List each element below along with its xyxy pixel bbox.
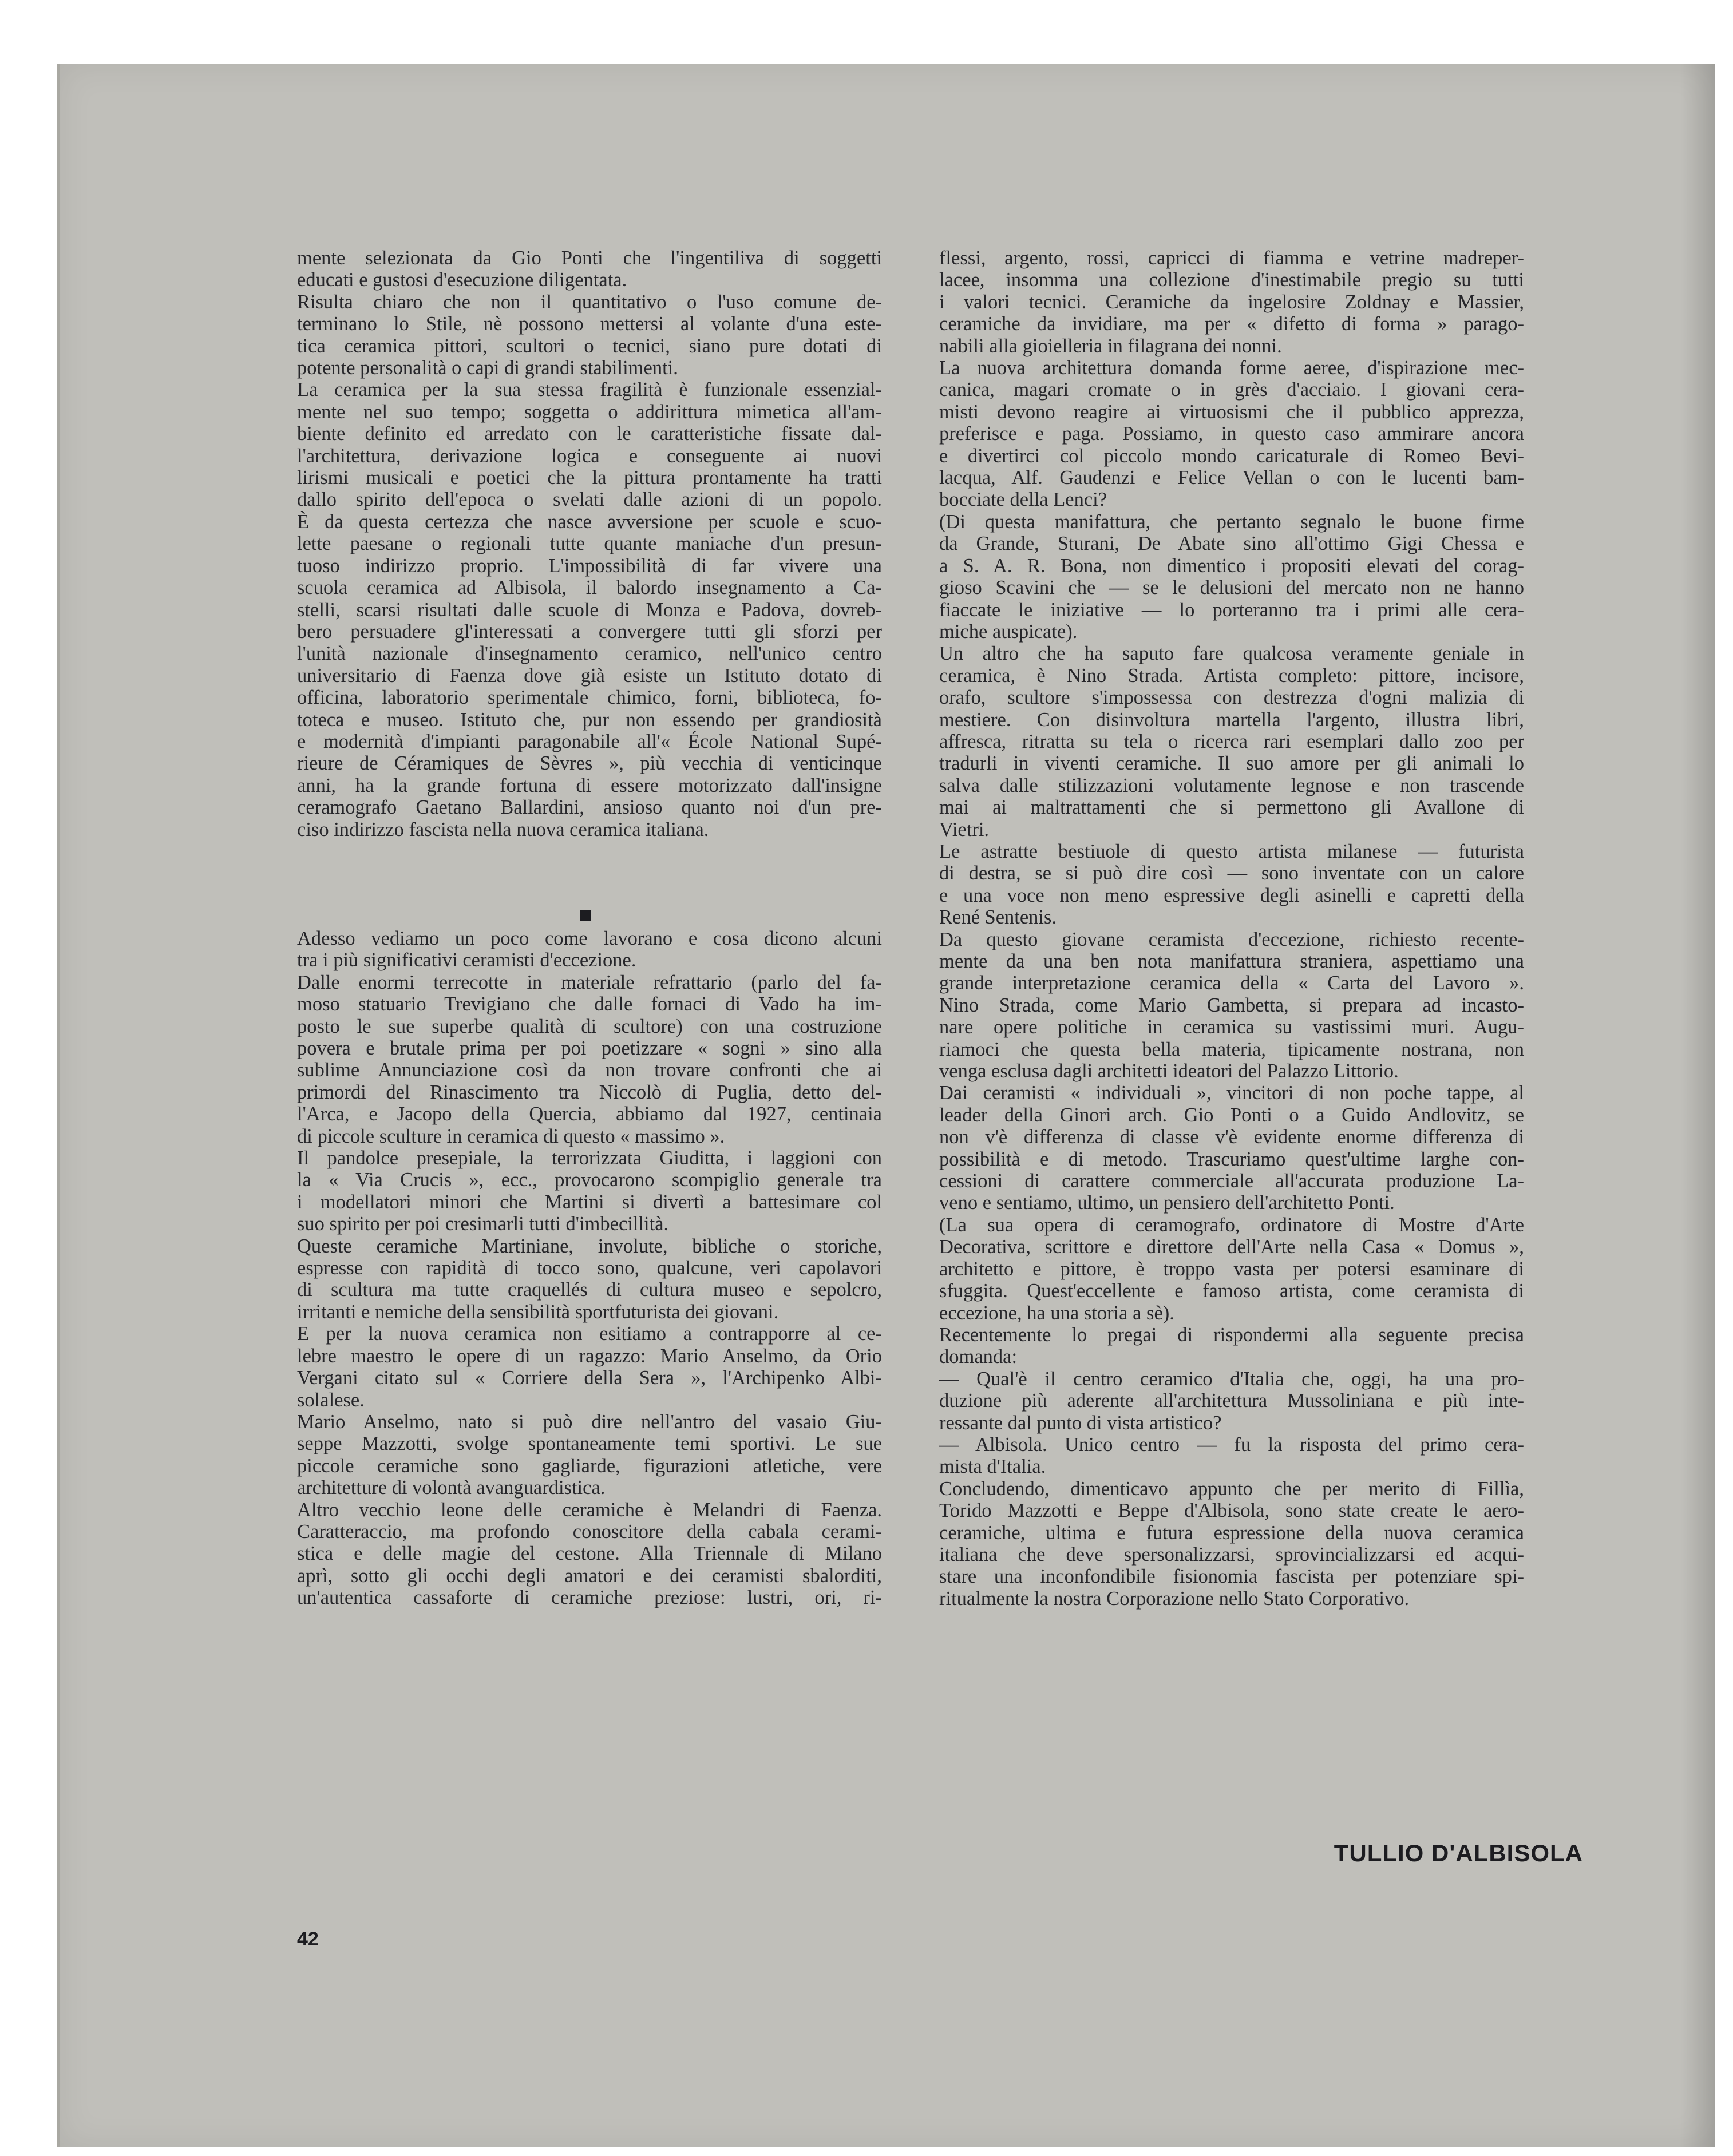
text-line: sublime Annunciazione così da non trovare confronti che ai — [297, 1059, 882, 1081]
text-line: cessioni di carattere commerciale all'accurata produzione La- — [939, 1170, 1524, 1192]
text-line: riamoci che questa bella materia, tipicamente nostrana, non — [939, 1038, 1524, 1060]
text-line: eccezione, ha una storia a sè). — [939, 1302, 1174, 1324]
text-line: venga esclusa dagli architetti ideatori del Palazzo Littorio. — [939, 1060, 1399, 1083]
paragraph — [939, 1082, 1524, 1214]
text-line: a S. A. R. Bona, non dimentico i propositi elevati del corag- — [939, 554, 1524, 577]
text-line: tradurli in viventi ceramiche. Il suo amore per gli animali lo — [939, 752, 1524, 775]
text-line: Concludendo, dimenticavo appunto che per merito di Fillìa, — [939, 1477, 1524, 1500]
text-line: duzione più aderente all'architettura Mussoliniana e più inte- — [939, 1390, 1524, 1412]
paragraph — [939, 357, 1524, 511]
paragraph — [939, 643, 1524, 841]
text-line: Risulta chiaro che non il quantitativo o l'uso comune de- — [297, 291, 882, 313]
text-line: mai ai maltrattamenti che si permettono gli Avallone di — [939, 796, 1524, 819]
text-line: architetture di volontà avanguardistica. — [297, 1477, 606, 1499]
paragraph — [297, 1323, 882, 1411]
paragraph — [939, 1324, 1524, 1368]
paragraph — [297, 1147, 882, 1235]
text-line: moso statuario Trevigiano che dalle fornaci di Vado ha im- — [297, 993, 882, 1016]
paragraph — [939, 929, 1524, 1083]
text-line: tra i più significativi ceramisti d'eccezione. — [297, 949, 636, 972]
paragraph — [939, 511, 1524, 643]
text-line: lette paesane o regionali tutte quante maniache d'un presun- — [297, 533, 882, 555]
text-line: officina, laboratorio sperimentale chimico, forni, biblioteca, fo- — [297, 687, 882, 709]
text-line: posto le sue superbe qualità di scultore) con una costruzione — [297, 1015, 882, 1037]
text-line: ceramiche, ultima e futura espressione della nuova ceramica — [939, 1521, 1524, 1544]
text-line: anni, ha la grande fortuna di essere motorizzato dall'insigne — [297, 774, 882, 796]
text-line: miche auspicate). — [939, 620, 1078, 643]
text-line: possibilità e di metodo. Trascuriamo quest'ultime larghe con- — [939, 1148, 1524, 1170]
text-line: fiaccate le iniziative — lo porteranno tra i primi alle cera- — [939, 599, 1524, 621]
text-line: l'unità nazionale d'insegnamento ceramico, nell'unico centro — [297, 643, 882, 665]
text-line: bero persuadere gl'interessati a convergere tutti gli sforzi per — [297, 620, 882, 643]
text-line: La ceramica per la sua stessa fragilità è funzionale essenzial- — [297, 379, 882, 401]
text-line: dallo spirito dell'epoca o svelati dalle azioni di un popolo. — [297, 489, 882, 511]
text-line: lebre maestro le opere di un ragazzo: Mario Anselmo, da Orio — [297, 1345, 882, 1367]
text-line: non v'è differenza di classe v'è evidente enorme differenza di — [939, 1126, 1524, 1148]
text-line: — Qual'è il centro ceramico d'Italia che, oggi, ha una pro- — [939, 1368, 1524, 1390]
text-line: Altro vecchio leone delle ceramiche è Melandri di Faenza. — [297, 1499, 882, 1521]
text-line: Vietri. — [939, 818, 990, 841]
text-line: l'architettura, derivazione logica e conseguente ai nuovi — [297, 445, 882, 467]
text-line: mente selezionata da Gio Ponti che l'ingentiliva di soggetti — [297, 247, 882, 269]
paragraph — [939, 841, 1524, 929]
text-line: di piccole sculture in ceramica di questo « massimo ». — [297, 1125, 725, 1147]
text-line: Le astratte bestiuole di questo artista milanese — futurista — [939, 840, 1524, 862]
text-line: i modellatori minori che Martini si divertì a battesimare col — [297, 1191, 882, 1213]
text-line: — Albisola. Unico centro — fu la risposta del primo cera- — [939, 1433, 1524, 1456]
text-line: La nuova architettura domanda forme aeree, d'ispirazione mec- — [939, 357, 1524, 379]
text-line: ceramografo Gaetano Ballardini, ansioso quanto noi d'un pre- — [297, 796, 882, 819]
text-line: educati e gustosi d'esecuzione diligentata. — [297, 269, 627, 291]
paragraph — [297, 1499, 882, 1609]
magazine-page — [57, 64, 1715, 2147]
paragraph — [297, 247, 882, 291]
text-line: i valori tecnici. Ceramiche da ingelosire Zoldnay e Massier, — [939, 291, 1524, 313]
text-line: aprì, sotto gli occhi degli amatori e dei ceramisti sbalorditi, — [297, 1564, 882, 1587]
text-line: primordi del Rinascimento tra Niccolò di Puglia, detto del- — [297, 1081, 882, 1103]
text-line: tica ceramica pittori, scultori o tecnici, siano pure dotati di — [297, 335, 882, 357]
text-line: italiana che deve spersonalizzarsi, sprovincializzarsi ed acqui- — [939, 1543, 1524, 1566]
paragraph — [297, 972, 882, 1147]
text-line: gioso Scavini che — se le delusioni del mercato non ne hanno — [939, 577, 1524, 599]
text-line: stare una inconfondibile fisionomia fascista per potenziare spi- — [939, 1566, 1524, 1588]
text-line: e una voce non meno espressive degli asinelli e capretti della — [939, 884, 1524, 906]
paragraph — [297, 928, 882, 972]
text-line: ceramiche da invidiare, ma per « difetto di forma » parago- — [939, 313, 1524, 335]
text-line: ceramica, è Nino Strada. Artista completo: pittore, incisore, — [939, 664, 1524, 687]
text-line: sfuggita. Quest'eccellente e famoso artista, come ceramista di — [939, 1280, 1524, 1302]
text-line: Nino Strada, come Mario Gambetta, si prepara ad incasto- — [939, 994, 1524, 1016]
text-line: veno e sentiamo, ultimo, un pensiero dell'architetto Ponti. — [939, 1192, 1395, 1214]
text-line: da Grande, Sturani, De Abate sino all'ottimo Gigi Chessa e — [939, 533, 1524, 555]
page-number: 42 — [297, 1928, 319, 1950]
text-line: potente personalità o capi di grandi stabilimenti. — [297, 357, 678, 379]
text-line: e modernità d'impianti paragonabile all'« École National Supé- — [297, 730, 882, 752]
text-line: scuola ceramica ad Albisola, il balordo insegnamento a Ca- — [297, 577, 882, 599]
text-line: solalese. — [297, 1389, 365, 1411]
text-line: lacqua, Alf. Gaudenzi e Felice Vellan o con le lucenti bam- — [939, 467, 1524, 489]
text-line: preferisce e paga. Possiamo, in questo caso ammirare ancora — [939, 423, 1524, 445]
paragraph — [939, 1434, 1524, 1478]
text-line: Un altro che ha saputo fare qualcosa veramente geniale in — [939, 643, 1524, 665]
text-line: seppe Mazzotti, svolge spontaneamente temi sportivi. Le sue — [297, 1433, 882, 1455]
paragraph — [297, 1235, 882, 1323]
text-line: l'Arca, e Jacopo della Quercia, abbiamo dal 1927, centinaia — [297, 1103, 882, 1125]
text-line: Mario Anselmo, nato si può dire nell'antro del vasaio Giu- — [297, 1410, 882, 1433]
paragraph — [297, 379, 882, 841]
text-line: Dai ceramisti « individuali », vincitori di non poche tappe, al — [939, 1082, 1524, 1104]
text-line: Torido Mazzotti e Beppe d'Albisola, sono state create le aero- — [939, 1500, 1524, 1522]
text-line: rieure de Céramiques de Sèvres », più vecchia di venticinque — [297, 752, 882, 775]
text-line: Queste ceramiche Martiniane, involute, bibliche o storiche, — [297, 1235, 882, 1257]
text-line: nabili alla gioielleria in filagrana dei nonni. — [939, 335, 1282, 357]
text-line: canica, magari cromate o in grès d'acciaio. I giovani cera- — [939, 379, 1524, 401]
text-line: e divertirci col piccolo mondo caricaturale di Romeo Bevi- — [939, 445, 1524, 467]
text-line: lacee, insomma una collezione d'inestimabile pregio su tutti — [939, 269, 1524, 291]
author-byline: TULLIO D'ALBISOLA — [1334, 1840, 1583, 1866]
text-line: grande interpretazione ceramica della « Carta del Lavoro ». — [939, 972, 1524, 994]
text-line: Recentemente lo pregai di rispondermi alla seguente precisa — [939, 1323, 1524, 1346]
text-line: È da questa certezza che nasce avversione per scuole e scuo- — [297, 510, 882, 533]
paragraph — [939, 247, 1524, 357]
left-column — [297, 247, 882, 1609]
text-line: di destra, se si può dire così — sono inventate con un calore — [939, 862, 1524, 885]
text-line: tuoso indirizzo proprio. L'impossibilità di far vivere una — [297, 554, 882, 577]
text-line: Il pandolce presepiale, la terrorizzata Giuditta, i laggioni con — [297, 1147, 882, 1170]
text-line: E per la nuova ceramica non esitiamo a contrapporre al ce- — [297, 1323, 882, 1345]
page-fold-shadow — [1680, 64, 1715, 2147]
text-line: stelli, scarsi risultati dalle scuole di Monza e Padova, dovreb- — [297, 599, 882, 621]
text-line: mestiere. Con disinvoltura martella l'argento, illustra libri, — [939, 708, 1524, 731]
text-line: Decorativa, scrittore e direttore dell'Arte nella Casa « Domus », — [939, 1236, 1524, 1258]
text-line: affresca, ritratta su tela o ricerca rari esemplari dallo zoo per — [939, 730, 1524, 752]
text-line: René Sentenis. — [939, 906, 1057, 929]
section-separator-square — [580, 910, 591, 921]
paragraph — [939, 1214, 1524, 1324]
paragraph — [939, 1478, 1524, 1610]
text-line: flessi, argento, rossi, capricci di fiamma e vetrine madreper- — [939, 247, 1524, 269]
text-line: domanda: — [939, 1346, 1018, 1368]
text-line: un'autentica cassaforte di ceramiche preziose: lustri, ori, ri- — [297, 1587, 882, 1609]
right-column — [939, 247, 1524, 1610]
text-line: espresse con rapidità di tocco sono, qualcune, veri capolavori — [297, 1257, 882, 1279]
text-line: Vergani citato sul « Corriere della Sera », l'Archipenko Albi- — [297, 1367, 882, 1389]
text-line: misti devono reagire ai virtuosismi che il pubblico apprezza, — [939, 401, 1524, 423]
paragraph — [297, 291, 882, 379]
text-line: (La sua opera di ceramografo, ordinatore di Mostre d'Arte — [939, 1214, 1524, 1236]
text-line: architetto e pittore, è troppo vasta per potersi esaminare di — [939, 1258, 1524, 1280]
text-line: orafo, scultore s'impossessa con destrezza d'ogni malizia di — [939, 687, 1524, 709]
paragraph — [939, 1368, 1524, 1434]
text-line: ressante dal punto di vista artistico? — [939, 1412, 1222, 1434]
text-line: leader della Ginori arch. Gio Ponti o a Guido Andlovitz, se — [939, 1104, 1524, 1126]
text-line: Dalle enormi terrecotte in materiale refrattario (parlo del fa- — [297, 971, 882, 993]
text-line: bocciate della Lenci? — [939, 489, 1107, 511]
text-line: biente definito ed arredato con le caratteristiche fissate dal- — [297, 423, 882, 445]
text-line: nare opere politiche in ceramica su vastissimi muri. Augu- — [939, 1016, 1524, 1039]
text-line: povera e brutale prima per poi poetizzare « sogni » sino alla — [297, 1037, 882, 1059]
text-line: mista d'Italia. — [939, 1456, 1046, 1478]
text-line: stica e delle magie del cestone. Alla Triennale di Milano — [297, 1543, 882, 1565]
text-line: ciso indirizzo fascista nella nuova ceramica italiana. — [297, 818, 709, 841]
text-line: ritualmente la nostra Corporazione nello Stato Corporativo. — [939, 1587, 1410, 1610]
text-line: irritanti e nemiche della sensibilità sportfuturista dei giovani. — [297, 1301, 779, 1323]
text-line: Da questo giovane ceramista d'eccezione, richiesto recente- — [939, 928, 1524, 950]
text-line: mente da una ben nota manifattura straniera, aspettiamo una — [939, 950, 1524, 972]
text-line: (Di questa manifattura, che pertanto segnalo le buone firme — [939, 510, 1524, 533]
text-line: toteca e museo. Istituto che, pur non essendo per grandiosità — [297, 708, 882, 731]
text-line: piccole ceramiche sono gagliarde, figurazioni atletiche, vere — [297, 1454, 882, 1477]
text-line: la « Via Crucis », ecc., provocarono scompiglio generale tra — [297, 1169, 882, 1191]
text-line: suo spirito per poi cresimarli tutti d'imbecillità. — [297, 1213, 669, 1235]
text-line: Adesso vediamo un poco come lavorano e cosa dicono alcuni — [297, 927, 882, 949]
text-line: mente nel suo tempo; soggetta o addirittura mimetica all'am- — [297, 401, 882, 423]
text-line: universitario di Faenza dove già esiste un Istituto dotato di — [297, 664, 882, 687]
text-line: lirismi musicali e poetici che la pittura prontamente ha tratti — [297, 467, 882, 489]
paragraph — [297, 1411, 882, 1499]
text-line: Caratteraccio, ma profondo conoscitore della cabala cerami- — [297, 1520, 882, 1543]
text-line: salva dalle stilizzazioni volutamente legnose e non trascende — [939, 774, 1524, 796]
text-line: terminano lo Stile, nè possono mettersi al volante d'una este- — [297, 313, 882, 335]
text-line: di scultura ma tutte craquellés di cultura museo e sepolcro, — [297, 1279, 882, 1301]
